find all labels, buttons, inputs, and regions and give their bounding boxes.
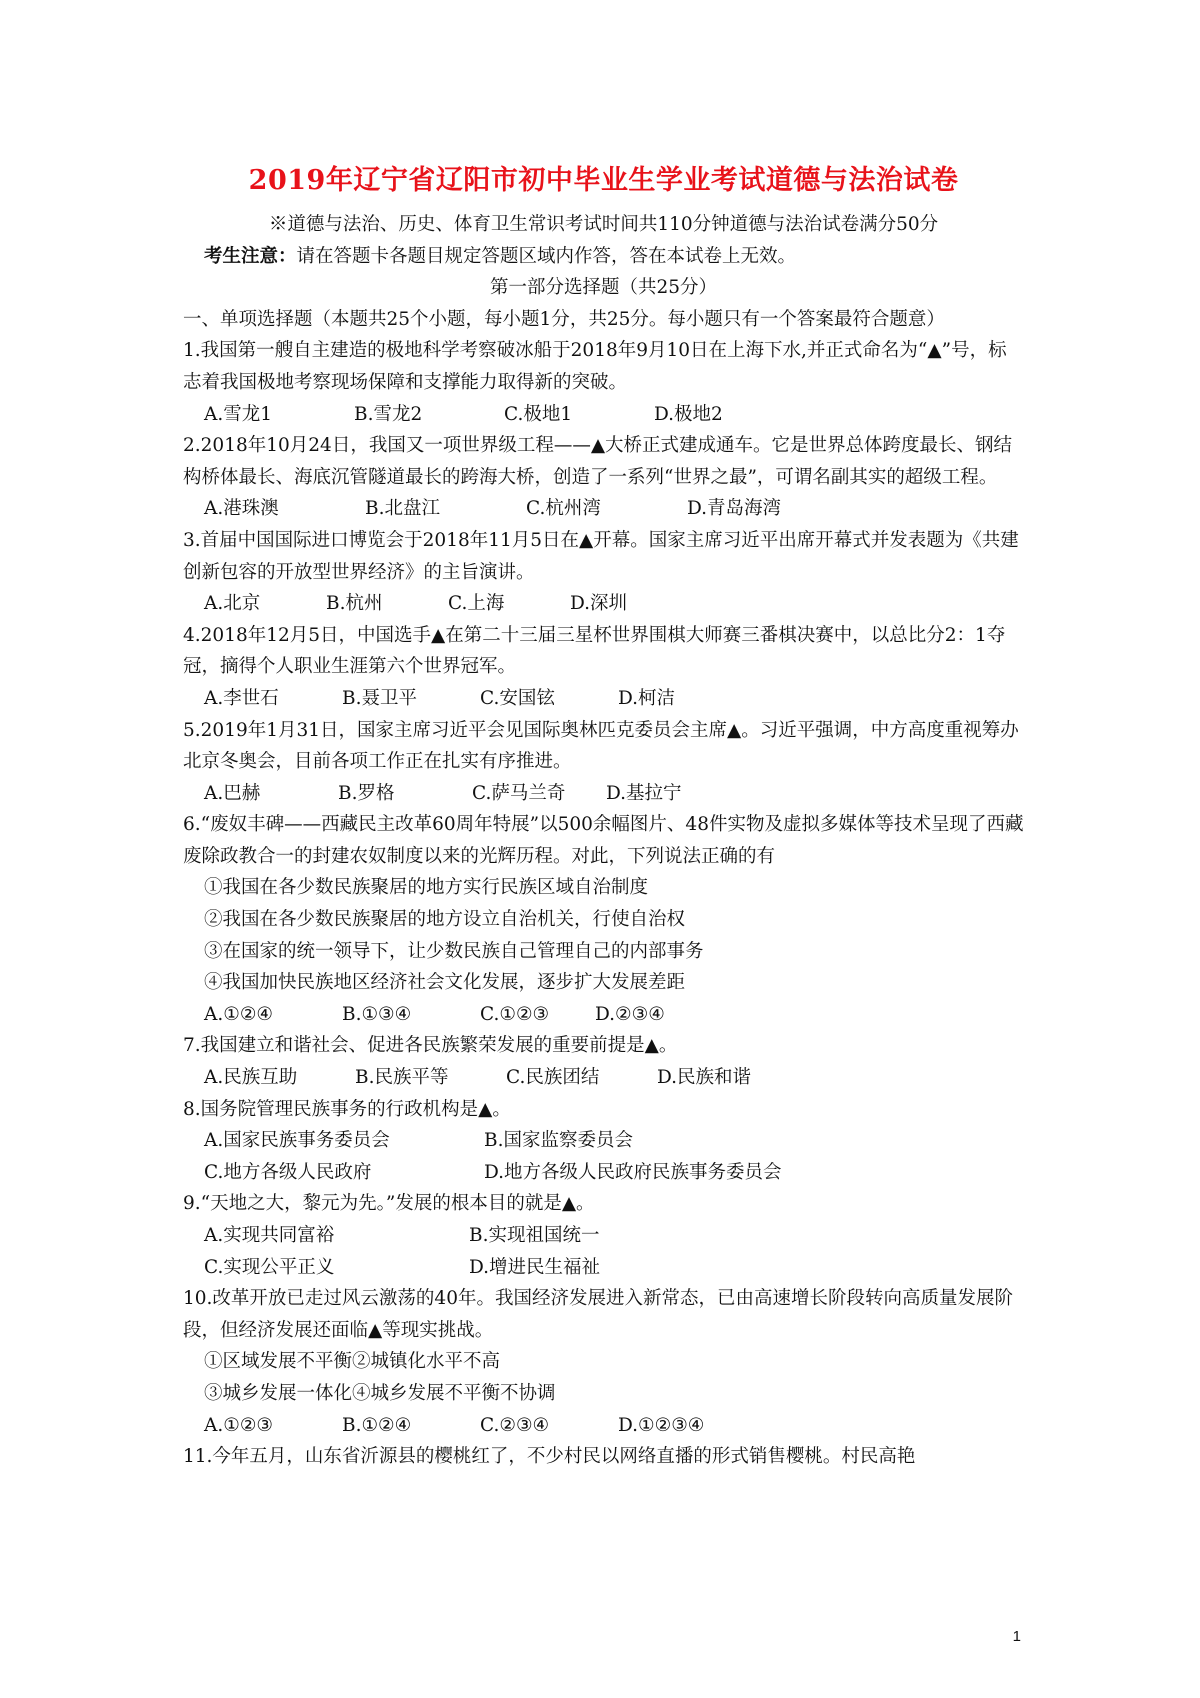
- question-stem: 3.首届中国国际进口博览会于2018年11月5日在▲开幕。国家主席习近平出席开幕式并发表题为《共建创新包容的开放型世界经济》的主旨演讲。: [183, 529, 1019, 583]
- section-heading: 一、单项选择题（本题共25个小题，每小题1分，共25分。每小题只有一个答案最符合题意）: [183, 308, 945, 330]
- answer-option: C.地方各级人民政府: [204, 1161, 372, 1183]
- answer-option: A.①②④: [204, 1003, 273, 1025]
- notice-text: 请在答题卡各题目规定答题区域内作答，答在本试卷上无效。: [296, 245, 797, 267]
- answer-option: B.民族平等: [355, 1067, 449, 1089]
- answer-option: D.柯洁: [618, 687, 676, 709]
- statement-item: ③城乡发展一体化④城乡发展不平衡不协调: [204, 1382, 556, 1404]
- answer-options: [183, 493, 1024, 525]
- answer-options: [183, 683, 1024, 715]
- question-stem: 4.2018年12月5日，中国选手▲在第二十三届三星杯世界围棋大师赛三番棋决赛中，以总比分2：1夺冠，摘得个人职业生涯第六个世界冠军。: [183, 624, 1006, 678]
- answer-option: C.极地1: [504, 403, 573, 425]
- answer-option: D.深圳: [570, 593, 628, 615]
- question-stem: 2.2018年10月24日，我国又一项世界级工程——▲大桥正式建成通车。它是世界总体跨度最长、钢结构桥体最长、海底沉管隧道最长的跨海大桥，创造了一系列“世界之最”，可谓名副其实的超级工程。: [183, 435, 1013, 488]
- exam-title: 2019年辽宁省辽阳市初中毕业生学业考试道德与法治试卷: [248, 165, 959, 196]
- answer-option: C.①②③: [480, 1003, 550, 1025]
- answer-options: [183, 1252, 1024, 1284]
- answer-options: [183, 1410, 1024, 1442]
- answer-option: D.②③④: [595, 1003, 665, 1025]
- answer-option: D.青岛海湾: [687, 498, 782, 520]
- answer-option: B.国家监察委员会: [484, 1130, 633, 1152]
- answer-options: [183, 999, 1024, 1031]
- statement-item: ①区域发展不平衡②城镇化水平不高: [204, 1351, 501, 1373]
- answer-option: C.实现公平正义: [204, 1256, 335, 1278]
- question-stem: 11.今年五月，山东省沂源县的樱桃红了，不少村民以网络直播的形式销售樱桃。村民高艳: [183, 1446, 916, 1468]
- answer-options: [183, 1157, 1024, 1189]
- answer-option: B.罗格: [338, 782, 395, 804]
- notice-label: 考生注意：: [204, 245, 297, 267]
- answer-options: [183, 588, 1024, 620]
- answer-option: A.实现共同富裕: [204, 1225, 335, 1246]
- answer-option: A.巴赫: [204, 782, 261, 804]
- answer-option: B.①③④: [342, 1003, 412, 1025]
- answer-option: C.萨马兰奇: [472, 782, 566, 804]
- answer-option: D.①②③④: [618, 1414, 705, 1436]
- question-stem: 5.2019年1月31日，国家主席习近平会见国际奥林匹克委员会主席▲。习近平强调，中方高度重视筹办北京冬奥会，目前各项工作正在扎实有序推进。: [183, 719, 1019, 773]
- answer-option: A.国家民族事务委员会: [204, 1130, 390, 1152]
- candidate-notice: [183, 241, 1024, 273]
- answer-options: [183, 1062, 1024, 1094]
- answer-option: C.杭州湾: [526, 498, 601, 520]
- answer-option: C.②③④: [480, 1414, 550, 1436]
- answer-option: C.上海: [448, 593, 505, 615]
- answer-option: A.①②③: [204, 1414, 273, 1436]
- answer-option: A.港珠澳: [204, 498, 279, 520]
- answer-option: D.极地2: [654, 403, 723, 425]
- question-stem: 6.“废奴丰碑——西藏民主改革60周年特展”以500余幅图片、48件实物及虚拟多媒体等技术呈现了西藏废除政教合一的封建农奴制度以来的光辉历程。对此，下列说法正确的有: [183, 814, 1024, 867]
- answer-option: B.杭州: [326, 593, 383, 615]
- question-stem: 10.改革开放已走过风云激荡的40年。我国经济发展进入新常态，已由高速增长阶段转向高质量发展阶段，但经济发展还面临▲等现实挑战。: [183, 1288, 1013, 1341]
- statement-item: ③在国家的统一领导下，让少数民族自己管理自己的内部事务: [204, 940, 704, 962]
- answer-option: A.雪龙1: [204, 403, 273, 425]
- answer-option: A.李世石: [204, 687, 279, 709]
- answer-option: C.安国铉: [480, 687, 555, 709]
- question-stem: 7.我国建立和谐社会、促进各民族繁荣发展的重要前提是▲。: [183, 1035, 678, 1057]
- question-stem: 9.“天地之大，黎元为先。”发展的根本目的就是▲。: [183, 1193, 595, 1215]
- question-stem: 1.我国第一艘自主建造的极地科学考察破冰船于2018年9月10日在上海下水,并正式命名为“▲”号，标志着我国极地考察现场保障和支撑能力取得新的突破。: [183, 340, 1007, 393]
- answer-option: A.民族互助: [204, 1067, 298, 1089]
- answer-option: D.民族和谐: [657, 1067, 752, 1089]
- answer-options: [183, 1125, 1024, 1157]
- statement-item: ②我国在各少数民族聚居的地方设立自治机关，行使自治权: [204, 909, 686, 931]
- answer-option: C.民族团结: [506, 1067, 600, 1089]
- statement-item: ①我国在各少数民族聚居的地方实行民族区域自治制度: [204, 877, 649, 899]
- answer-options: [183, 399, 1024, 431]
- answer-option: A.北京: [204, 593, 261, 615]
- answer-option: B.聂卫平: [342, 687, 417, 709]
- exam-time-note: ※道德与法治、历史、体育卫生常识考试时间共110分钟道德与法治试卷满分50分: [268, 214, 939, 235]
- answer-option: D.增进民生福祉: [469, 1256, 601, 1278]
- answer-options: [183, 778, 1024, 810]
- answer-options: [183, 1220, 1024, 1252]
- answer-option: D.基拉宁: [606, 782, 682, 804]
- answer-option: D.地方各级人民政府民族事务委员会: [484, 1161, 782, 1183]
- answer-option: B.实现祖国统一: [469, 1225, 600, 1246]
- part-heading: 第一部分选择题（共25分）: [489, 277, 718, 299]
- question-stem: 8.国务院管理民族事务的行政机构是▲。: [183, 1098, 511, 1120]
- answer-option: B.①②④: [342, 1414, 412, 1436]
- answer-option: B.北盘江: [365, 498, 440, 520]
- page-number: 1: [1012, 1628, 1021, 1645]
- statement-item: ④我国加快民族地区经济社会文化发展，逐步扩大发展差距: [204, 972, 686, 994]
- answer-option: B.雪龙2: [354, 403, 423, 425]
